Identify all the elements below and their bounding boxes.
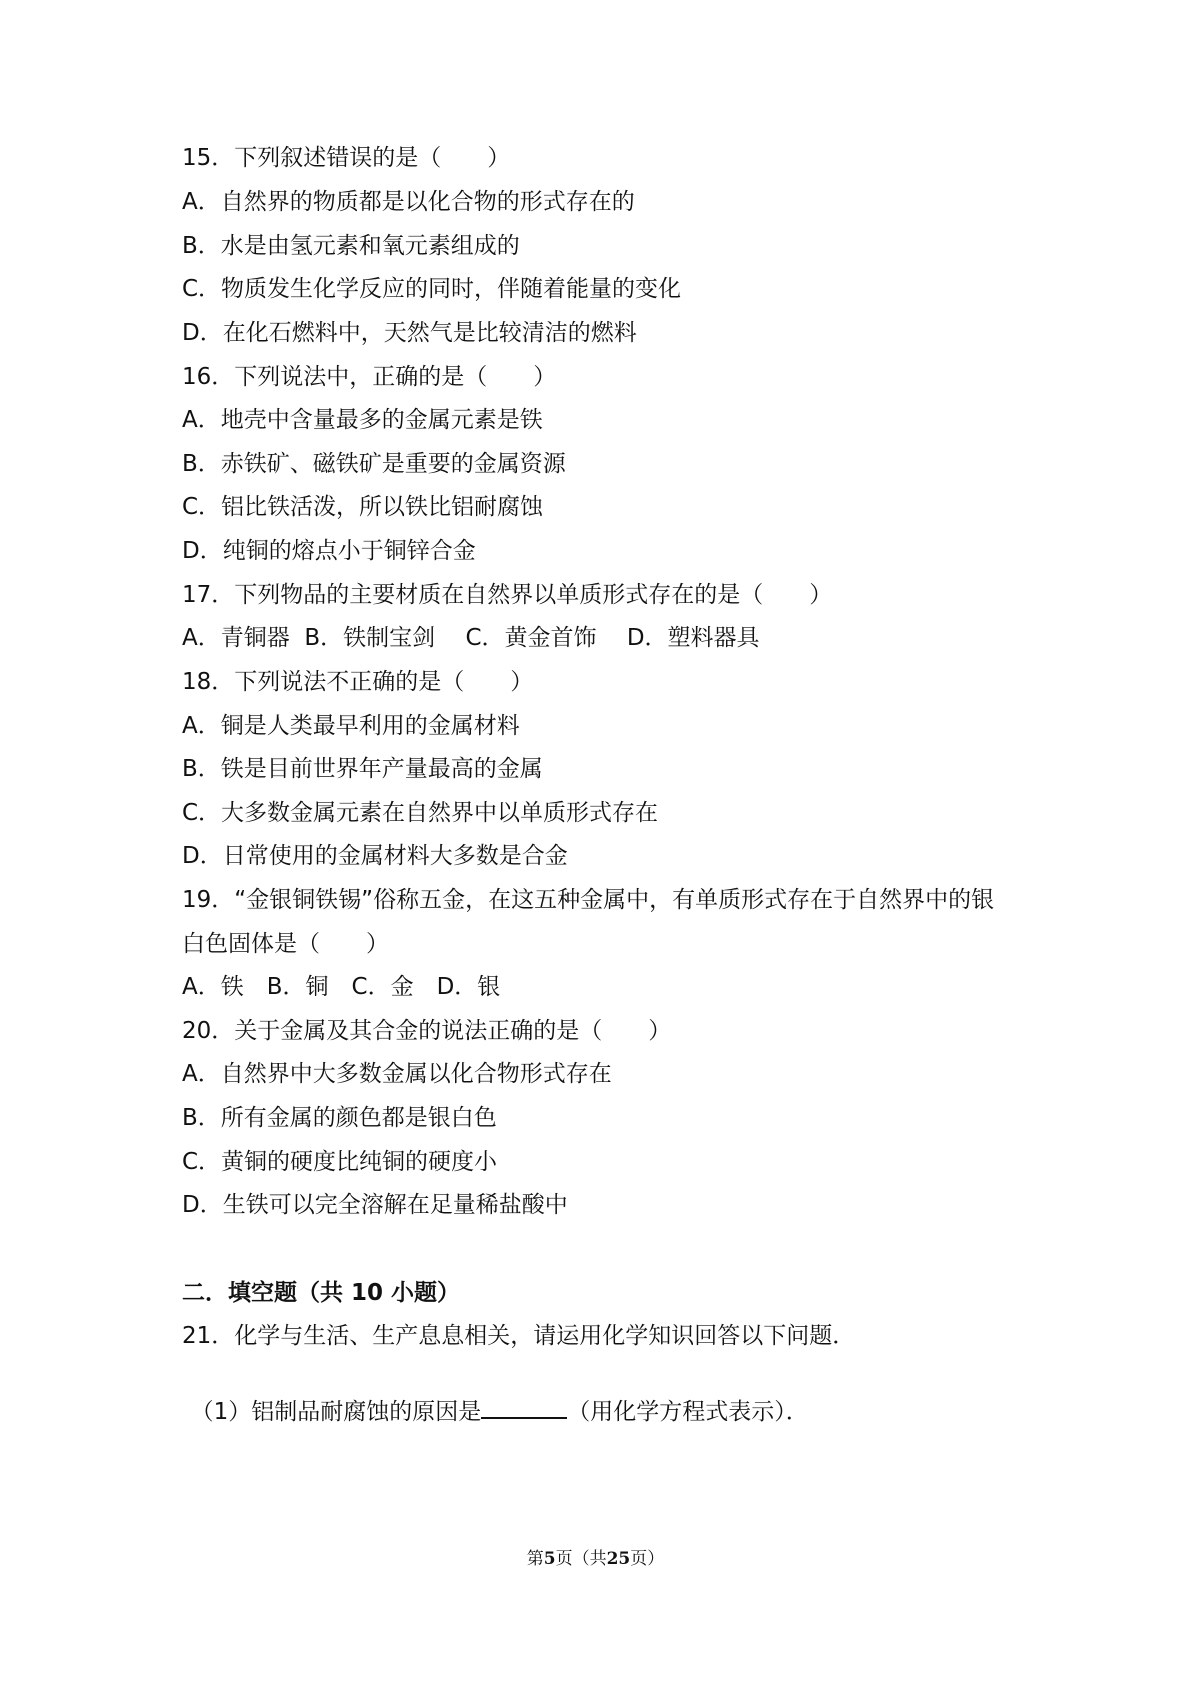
question-20-option-c: C．黄铜的硬度比纯铜的硬度小 bbox=[182, 1149, 498, 1175]
question-16-option-c: C．铝比铁活泼，所以铁比铝耐腐蚀 bbox=[182, 494, 544, 520]
question-18-option-c: C．大多数金属元素在自然界中以单质形式存在 bbox=[182, 800, 659, 826]
footer-middle: 页（共 bbox=[555, 1549, 607, 1569]
question-18-option-b: B．铁是目前世界年产量最高的金属 bbox=[182, 756, 543, 782]
question-20-stem: 20．关于金属及其合金的说法正确的是（ ） bbox=[182, 1018, 672, 1044]
question-19-stem-line1: 19．“金银铜铁锡”俗称五金，在这五种金属中，有单质形式存在于自然界中的银 bbox=[182, 887, 995, 913]
question-19-stem-line2: 白色固体是（ ） bbox=[182, 931, 389, 957]
question-21-part-1-note: （用化学方程式表示）． bbox=[567, 1399, 809, 1425]
question-15-stem: 15．下列叙述错误的是（ ） bbox=[182, 145, 511, 171]
question-16-option-d: D．纯铜的熔点小于铜锌合金 bbox=[182, 538, 476, 564]
answer-blank bbox=[481, 1395, 567, 1419]
footer-prefix: 第 bbox=[526, 1549, 544, 1569]
footer-suffix: 页） bbox=[630, 1549, 665, 1569]
question-20-option-a: A．自然界中大多数金属以化合物形式存在 bbox=[182, 1061, 612, 1087]
question-21-stem: 21．化学与生活、生产息息相关，请运用化学知识回答以下问题． bbox=[182, 1323, 856, 1349]
question-15-option-b: B．水是由氢元素和氧元素组成的 bbox=[182, 233, 520, 259]
question-21-part-1 bbox=[176, 1365, 809, 1427]
question-21-part-1-prompt: （1）铝制品耐腐蚀的原因是 bbox=[190, 1399, 482, 1425]
question-16-option-b: B．赤铁矿、磁铁矿是重要的金属资源 bbox=[182, 451, 566, 477]
page-footer bbox=[0, 1548, 1191, 1570]
question-18-option-a: A．铜是人类最早利用的金属材料 bbox=[182, 713, 520, 739]
question-15-option-a: A．自然界的物质都是以化合物的形式存在的 bbox=[182, 189, 635, 215]
footer-total-pages: 25 bbox=[606, 1549, 631, 1569]
question-16-option-a: A．地壳中含量最多的金属元素是铁 bbox=[182, 407, 543, 433]
question-18-stem: 18．下列说法不正确的是（ ） bbox=[182, 669, 534, 695]
question-17-options: A．青铜器 B．铁制宝剑 C．黄金首饰 D．塑料器具 bbox=[182, 625, 760, 651]
question-20-option-d: D．生铁可以完全溶解在足量稀盐酸中 bbox=[182, 1192, 568, 1218]
section-heading-fill-in: 二．填空题（共 10 小题） bbox=[182, 1280, 461, 1306]
question-16-stem: 16．下列说法中，正确的是（ ） bbox=[182, 364, 557, 390]
question-15-option-c: C．物质发生化学反应的同时，伴随着能量的变化 bbox=[182, 276, 682, 302]
footer-page-number: 5 bbox=[543, 1549, 556, 1569]
question-15-option-d: D．在化石燃料中，天然气是比较清洁的燃料 bbox=[182, 320, 637, 346]
question-19-options: A．铁 B．铜 C．金 D．银 bbox=[182, 974, 501, 1000]
question-18-option-d: D．日常使用的金属材料大多数是合金 bbox=[182, 843, 568, 869]
question-17-stem: 17．下列物品的主要材质在自然界以单质形式存在的是（ ） bbox=[182, 582, 833, 608]
question-20-option-b: B．所有金属的颜色都是银白色 bbox=[182, 1105, 497, 1131]
